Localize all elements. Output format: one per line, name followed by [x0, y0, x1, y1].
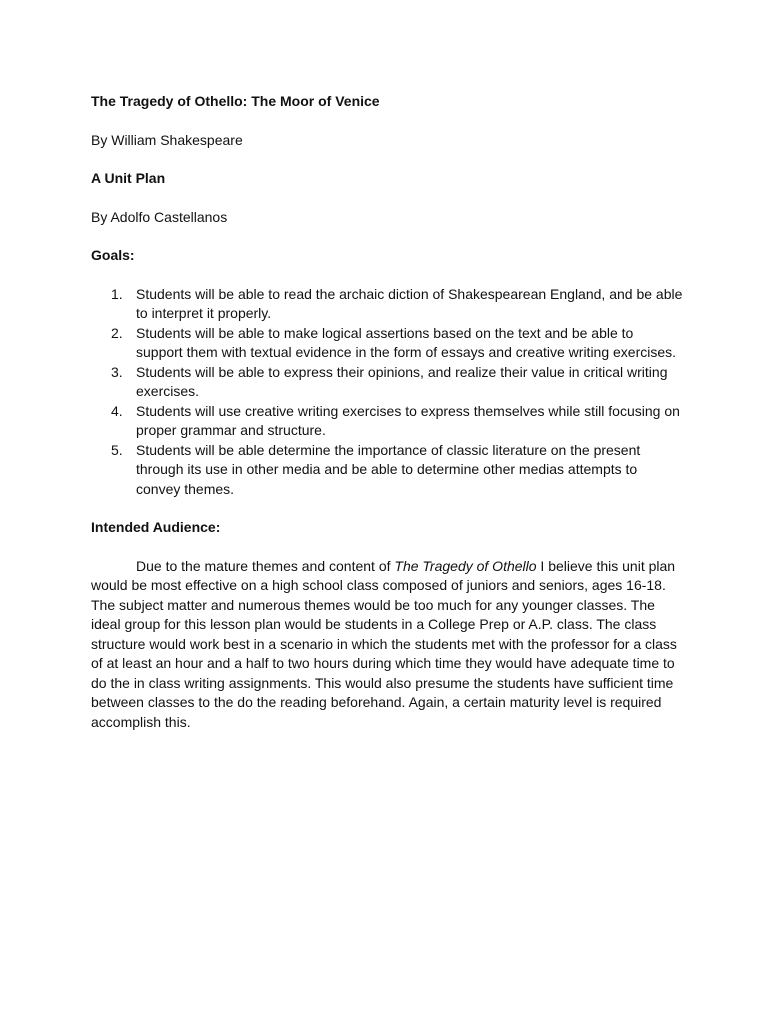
list-item	[91, 363, 683, 402]
list-item	[91, 441, 683, 500]
document-title: The Tragedy of Othello: The Moor of Venice	[91, 93, 380, 109]
list-item	[91, 285, 683, 324]
list-number: 4.	[111, 402, 123, 419]
paragraph-text-rest: I believe this unit plan would be most effective on a high school class composed of juniors and seniors, ages 16-18. The subject matter and numerous themes would be too much for any younger classes. The ideal group for this lesson plan would be students in a College Prep or A.P. class. The class structure would work best in a scenario in which the students met with the professor for a class of at least an hour and a half to two hours during which time they would have adequate time to do the in class writing assignments. This would also presume the students have sufficient time between classes to the do the reading beforehand. Again, a certain maturity level is required accomplish this.	[91, 557, 677, 730]
list-item-text: Students will be able determine the importance of classic literature on the present through its use in other media and be able to determine other medias attempts to convey themes.	[136, 441, 641, 497]
list-number: 2.	[111, 324, 123, 341]
goals-list	[91, 285, 683, 500]
audience-heading: Intended Audience:	[91, 519, 221, 535]
list-number: 3.	[111, 363, 123, 380]
original-author: By William Shakespeare	[91, 131, 243, 148]
list-item	[91, 402, 683, 441]
list-number: 1.	[111, 285, 123, 302]
list-item-text: Students will be able to express their opinions, and realize their value in critical writing exercises.	[136, 363, 668, 399]
list-item-text: Students will use creative writing exercises to express themselves while still focusing on proper grammar and structure.	[136, 402, 680, 438]
list-item-text: Students will be able to make logical assertions based on the text and be able to support them with textual evidence in the form of essays and creative writing exercises.	[136, 324, 677, 360]
list-item	[91, 324, 683, 363]
plan-author: By Adolfo Castellanos	[91, 208, 228, 225]
document-page	[91, 92, 683, 732]
audience-paragraph	[91, 557, 683, 733]
play-title-italic: The Tragedy of Othello	[394, 557, 537, 574]
list-item-text: Students will be able to read the archaic diction of Shakespearean England, and be able to interpret it properly.	[136, 285, 683, 321]
paragraph-text-start: Due to the mature themes and content of	[136, 557, 395, 574]
goals-heading: Goals:	[91, 247, 135, 263]
document-subtitle: A Unit Plan	[91, 170, 166, 186]
list-number: 5.	[111, 441, 123, 458]
